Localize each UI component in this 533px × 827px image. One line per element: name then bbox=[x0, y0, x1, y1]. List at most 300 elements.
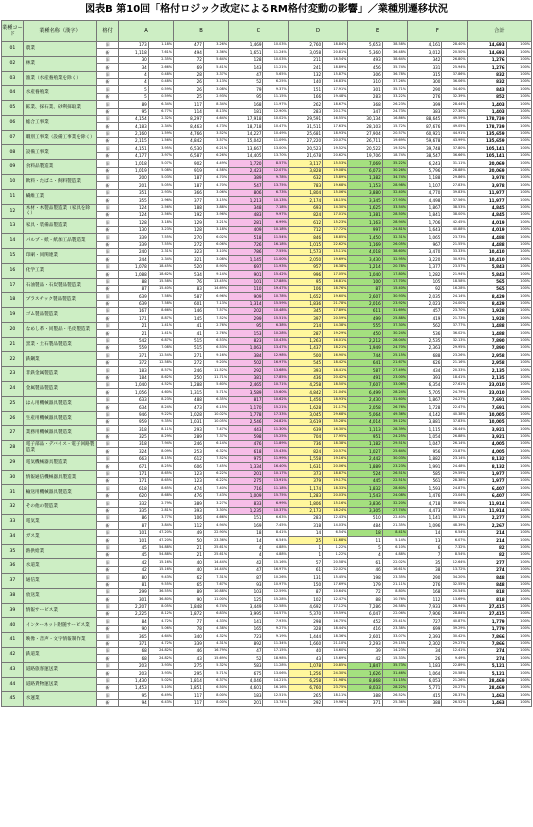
count-cell-f: 3,470 bbox=[407, 248, 441, 255]
count-cell-d: 1,256 bbox=[288, 670, 322, 677]
count-cell-c: 151 bbox=[229, 515, 263, 522]
count-cell-c: 2,546 bbox=[229, 418, 263, 425]
percent-cell-b: 6.14% bbox=[203, 441, 228, 448]
count-cell-b: 272 bbox=[174, 359, 204, 366]
total-percent-cell: 100% bbox=[506, 152, 531, 159]
percent-cell-e: 26.05% bbox=[382, 241, 407, 248]
count-cell-f: 1,064 bbox=[407, 670, 441, 677]
percent-cell-f: 20.33% bbox=[442, 367, 467, 374]
count-cell-e: 6,499 bbox=[348, 389, 382, 396]
count-cell-f: 168 bbox=[407, 588, 441, 595]
total-count-cell: 1,488 bbox=[467, 322, 506, 329]
percent-cell-f: 36.06% bbox=[442, 78, 467, 85]
industry-name: 水産養殖業 bbox=[23, 86, 96, 101]
count-cell-c: 409 bbox=[229, 226, 263, 233]
count-cell-b: 477 bbox=[174, 42, 204, 49]
total-count-cell: 274 bbox=[467, 655, 506, 662]
percent-cell-b: 2.76% bbox=[203, 330, 228, 337]
count-cell-d: 3,828 bbox=[288, 167, 322, 174]
percent-cell-f: 27.83% bbox=[442, 182, 467, 189]
count-cell-f: 434 bbox=[407, 367, 441, 374]
percent-cell-b: 9.20% bbox=[203, 359, 228, 366]
percent-cell-e: 22.51% bbox=[382, 478, 407, 485]
total-percent-cell: 100% bbox=[506, 381, 531, 388]
rating-version-label: 新 bbox=[97, 78, 119, 85]
industry-name: 設備工事業 bbox=[23, 145, 96, 160]
count-cell-c: 42 bbox=[229, 559, 263, 566]
count-cell-e: 5 bbox=[348, 544, 382, 551]
percent-cell-e: 21.11% bbox=[382, 581, 407, 588]
count-cell-f: 276 bbox=[407, 581, 441, 588]
count-cell-e: 283 bbox=[348, 93, 382, 100]
industry-code: 18 bbox=[2, 293, 24, 308]
percent-cell-e: 28.22% bbox=[382, 684, 407, 691]
count-cell-b: 106 bbox=[174, 515, 204, 522]
total-percent-cell: 100% bbox=[506, 241, 531, 248]
count-cell-b: 76 bbox=[174, 278, 204, 285]
percent-cell-f: 50.11% bbox=[442, 515, 467, 522]
total-percent-cell: 100% bbox=[506, 648, 531, 655]
count-cell-d: 1,437 bbox=[288, 345, 322, 352]
count-cell-a: 87 bbox=[118, 285, 148, 292]
count-cell-c: 786 bbox=[229, 248, 263, 255]
total-percent-cell: 100% bbox=[506, 197, 531, 204]
count-cell-f: 1,096 bbox=[407, 522, 441, 529]
count-cell-a: 244 bbox=[118, 256, 148, 263]
rating-version-label: 旧 bbox=[97, 618, 119, 625]
count-cell-f: 4,498 bbox=[407, 197, 441, 204]
count-cell-b: 520 bbox=[174, 263, 204, 270]
total-percent-cell: 100% bbox=[506, 271, 531, 278]
industry-code: 29 bbox=[2, 455, 24, 470]
percent-cell-b: 14.44% bbox=[203, 566, 228, 573]
count-cell-a: 124 bbox=[118, 204, 148, 211]
percent-cell-a: 18.45% bbox=[148, 263, 173, 270]
percent-cell-e: 20.78% bbox=[382, 263, 407, 270]
rating-version-label: 旧 bbox=[97, 352, 119, 359]
table-row bbox=[2, 544, 532, 551]
percent-cell-c: 8.41% bbox=[263, 529, 288, 536]
total-count-cell: 1,779 bbox=[467, 618, 506, 625]
percent-cell-d: 21.04% bbox=[323, 389, 348, 396]
count-cell-b: 77 bbox=[174, 618, 204, 625]
percent-cell-d: 16.54% bbox=[323, 56, 348, 63]
rating-version-label: 旧 bbox=[97, 308, 119, 315]
count-cell-f: 2,302 bbox=[407, 640, 441, 647]
industry-code: 40 bbox=[2, 618, 24, 633]
count-cell-e: 88 bbox=[348, 596, 382, 603]
count-cell-c: 547 bbox=[229, 182, 263, 189]
percent-cell-a: 8.25% bbox=[148, 463, 173, 470]
count-cell-b: 112 bbox=[174, 522, 204, 529]
percent-cell-c: 10.18% bbox=[263, 226, 288, 233]
total-percent-cell: 100% bbox=[506, 308, 531, 315]
count-cell-d: 2,760 bbox=[288, 42, 322, 49]
count-cell-e: 744 bbox=[348, 352, 382, 359]
percent-cell-a: 4.72% bbox=[148, 640, 173, 647]
percent-cell-c: 10.43% bbox=[263, 337, 288, 344]
percent-cell-a: 6.87% bbox=[148, 337, 173, 344]
percent-cell-a: 2.34% bbox=[148, 123, 173, 130]
percent-cell-e: 49.36% bbox=[382, 411, 407, 418]
total-count-cell: 3,921 bbox=[467, 426, 506, 433]
percent-cell-f: 28.44% bbox=[442, 101, 467, 108]
count-cell-e: 3,430 bbox=[348, 256, 382, 263]
count-cell-c: 901 bbox=[229, 271, 263, 278]
count-cell-b: 1,288 bbox=[174, 381, 204, 388]
count-cell-a: 1,018 bbox=[118, 160, 148, 167]
count-cell-e: 4 bbox=[348, 551, 382, 558]
percent-cell-b: 25.61% bbox=[203, 551, 228, 558]
percent-cell-f: 20.58% bbox=[442, 670, 467, 677]
percent-cell-e: 18.74% bbox=[382, 152, 407, 159]
percent-cell-a: 2.56% bbox=[148, 204, 173, 211]
percent-cell-d: 29.68% bbox=[323, 411, 348, 418]
count-cell-c: 4 bbox=[229, 551, 263, 558]
count-cell-f: 956 bbox=[407, 448, 441, 455]
count-cell-a: 45 bbox=[118, 544, 148, 551]
count-cell-d: 345 bbox=[288, 308, 322, 315]
percent-cell-e: 32.31% bbox=[382, 234, 407, 241]
percent-cell-b: 5.64% bbox=[203, 56, 228, 63]
percent-cell-b: 3.08% bbox=[203, 86, 228, 93]
percent-cell-a: 8.65% bbox=[148, 470, 173, 477]
percent-cell-f: 43.99% bbox=[442, 138, 467, 145]
percent-cell-c: 15.60% bbox=[263, 389, 288, 396]
total-count-cell: 4,845 bbox=[467, 204, 506, 211]
total-count-cell: 14,693 bbox=[467, 49, 506, 56]
rating-version-label: 新 bbox=[97, 507, 119, 514]
total-percent-cell: 100% bbox=[506, 337, 531, 344]
rating-version-label: 新 bbox=[97, 537, 119, 544]
rating-version-label: 新 bbox=[97, 256, 119, 263]
count-cell-e: 1,450 bbox=[348, 234, 382, 241]
count-cell-d: 4,842 bbox=[288, 389, 322, 396]
count-cell-b: 117 bbox=[174, 699, 204, 706]
percent-cell-a: 15.16% bbox=[148, 559, 173, 566]
rating-version-label: 新 bbox=[97, 197, 119, 204]
percent-cell-d: 19.69% bbox=[323, 256, 348, 263]
count-cell-b: 366 bbox=[174, 189, 204, 196]
percent-cell-e: 27.74% bbox=[382, 507, 407, 514]
industry-code: 30 bbox=[2, 470, 24, 485]
rating-version-label: 新 bbox=[97, 167, 119, 174]
rating-version-label: 新 bbox=[97, 389, 119, 396]
percent-cell-b: 14.69% bbox=[203, 285, 228, 292]
count-cell-e: 641 bbox=[348, 359, 382, 366]
count-cell-d: 1 bbox=[288, 551, 322, 558]
count-cell-f: 536 bbox=[407, 330, 441, 337]
count-cell-a: 332 bbox=[118, 500, 148, 507]
table-row bbox=[2, 633, 532, 640]
total-count-cell: 20,069 bbox=[467, 160, 506, 167]
percent-cell-d: 15.06% bbox=[323, 189, 348, 196]
percent-cell-e: 30.03% bbox=[382, 455, 407, 462]
count-cell-c: 384 bbox=[229, 352, 263, 359]
count-cell-d: 639 bbox=[288, 426, 322, 433]
percent-cell-f: 6.54% bbox=[442, 529, 467, 536]
count-cell-d: 397 bbox=[288, 315, 322, 322]
percent-cell-f: 32.55% bbox=[442, 581, 467, 588]
count-cell-e: 1,832 bbox=[348, 485, 382, 492]
percent-cell-f: 42.45% bbox=[442, 219, 467, 226]
count-cell-d: 3,117 bbox=[288, 160, 322, 167]
count-cell-d: 25 bbox=[288, 537, 322, 544]
percent-cell-f: 25.94% bbox=[442, 64, 467, 71]
count-cell-a: 299 bbox=[118, 588, 148, 595]
count-cell-f: 26 bbox=[407, 655, 441, 662]
count-cell-f: 2,035 bbox=[407, 293, 441, 300]
count-cell-c: 165 bbox=[229, 625, 263, 632]
count-cell-b: 494 bbox=[174, 49, 204, 56]
count-cell-c: 1,235 bbox=[229, 507, 263, 514]
percent-cell-f: 26.88% bbox=[442, 433, 467, 440]
percent-cell-c: 15.42% bbox=[263, 271, 288, 278]
table-row bbox=[2, 470, 532, 477]
count-cell-a: 1,118 bbox=[118, 49, 148, 56]
percent-cell-d: 19.96% bbox=[323, 699, 348, 706]
count-cell-e: 555 bbox=[348, 322, 382, 329]
count-cell-e: 306 bbox=[348, 71, 382, 78]
count-cell-c: 723 bbox=[229, 633, 263, 640]
total-count-cell: 818 bbox=[467, 596, 506, 603]
percent-cell-c: 15.75% bbox=[263, 492, 288, 499]
industry-code: 20 bbox=[2, 322, 24, 337]
total-percent-cell: 100% bbox=[506, 677, 531, 684]
percent-cell-b: 8.00% bbox=[203, 692, 228, 699]
percent-cell-c: 15.25% bbox=[263, 433, 288, 440]
industry-name: 道路旅客運送業 bbox=[23, 662, 96, 677]
count-cell-c: 823 bbox=[229, 337, 263, 344]
total-percent-cell: 100% bbox=[506, 145, 531, 152]
percent-cell-e: 30.24% bbox=[382, 330, 407, 337]
count-cell-c: 716 bbox=[229, 485, 263, 492]
percent-cell-a: 15.40% bbox=[148, 285, 173, 292]
percent-cell-c: 12.51% bbox=[263, 692, 288, 699]
rating-version-label: 旧 bbox=[97, 175, 119, 182]
table-row bbox=[2, 426, 532, 433]
count-cell-f: 4,770 bbox=[407, 189, 441, 196]
percent-cell-c: 6.25% bbox=[263, 78, 288, 85]
total-percent-cell: 100% bbox=[506, 529, 531, 536]
count-cell-e: 30,134 bbox=[348, 115, 382, 122]
count-cell-b: 270 bbox=[174, 234, 204, 241]
table-row bbox=[2, 263, 532, 270]
count-cell-c: 483 bbox=[229, 211, 263, 218]
count-cell-e: 6,047 bbox=[348, 611, 382, 618]
count-cell-c: 1,720 bbox=[229, 160, 263, 167]
industry-name: 総合工事業 bbox=[23, 115, 96, 130]
count-cell-a: 1,453 bbox=[118, 684, 148, 691]
count-cell-f: 383 bbox=[407, 108, 441, 115]
percent-cell-c: 16.97% bbox=[263, 359, 288, 366]
count-cell-e: 510 bbox=[348, 515, 382, 522]
percent-cell-e: 17.80% bbox=[382, 271, 407, 278]
percent-cell-b: 23.36% bbox=[203, 537, 228, 544]
count-cell-d: 102 bbox=[288, 596, 322, 603]
count-cell-a: 351 bbox=[118, 189, 148, 196]
header-code: 業種コード bbox=[2, 21, 24, 42]
percent-cell-b: 7.52% bbox=[203, 315, 228, 322]
rating-version-label: 旧 bbox=[97, 130, 119, 137]
industry-code: 14 bbox=[2, 234, 24, 249]
count-cell-d: 1,444 bbox=[288, 633, 322, 640]
percent-cell-f: 29.86% bbox=[442, 175, 467, 182]
industry-name: 鉄鋼業 bbox=[23, 352, 96, 367]
percent-cell-a: 2.35% bbox=[148, 56, 173, 63]
count-cell-b: 129 bbox=[174, 219, 204, 226]
industry-name: 金属製品製造業 bbox=[23, 381, 96, 396]
count-cell-e: 2,016 bbox=[348, 300, 382, 307]
total-percent-cell: 100% bbox=[506, 699, 531, 706]
count-cell-b: 271 bbox=[174, 352, 204, 359]
percent-cell-d: 14.30% bbox=[323, 204, 348, 211]
count-cell-c: 381 bbox=[229, 374, 263, 381]
count-cell-d: 1,836 bbox=[288, 300, 322, 307]
percent-cell-b: 5.32% bbox=[203, 662, 228, 669]
count-cell-f: 3,220 bbox=[407, 256, 441, 263]
count-cell-f: 4,718 bbox=[407, 500, 441, 507]
percent-cell-e: 25.88% bbox=[382, 315, 407, 322]
count-cell-f: 1,476 bbox=[407, 492, 441, 499]
count-cell-e: 524 bbox=[348, 470, 382, 477]
count-cell-d: 1,174 bbox=[288, 485, 322, 492]
industry-name: 電気業 bbox=[23, 515, 96, 530]
count-cell-b: 339 bbox=[174, 640, 204, 647]
percent-cell-c: 17.33% bbox=[263, 411, 288, 418]
percent-cell-c: 16.97% bbox=[263, 566, 288, 573]
percent-cell-c: 11.97% bbox=[263, 101, 288, 108]
percent-cell-e: 8.41% bbox=[382, 529, 407, 536]
percent-cell-d: 16.38% bbox=[323, 263, 348, 270]
count-cell-d: 87 bbox=[288, 588, 322, 595]
count-cell-d: 1,573 bbox=[288, 248, 322, 255]
total-percent-cell: 100% bbox=[506, 603, 531, 610]
count-cell-a: 618 bbox=[118, 485, 148, 492]
total-percent-cell: 100% bbox=[506, 322, 531, 329]
count-cell-a: 371 bbox=[118, 352, 148, 359]
percent-cell-c: 7.45% bbox=[263, 522, 288, 529]
total-percent-cell: 100% bbox=[506, 544, 531, 551]
count-cell-c: 14 bbox=[229, 537, 263, 544]
count-cell-c: 183 bbox=[229, 692, 263, 699]
percent-cell-e: 19.69% bbox=[382, 138, 407, 145]
percent-cell-c: 6.54% bbox=[263, 537, 288, 544]
percent-cell-e: 38.60% bbox=[382, 248, 407, 255]
total-percent-cell: 100% bbox=[506, 426, 531, 433]
percent-cell-b: 8.34% bbox=[203, 101, 228, 108]
percent-cell-c: 15.51% bbox=[263, 315, 288, 322]
count-cell-e: 26,711 bbox=[348, 138, 382, 145]
count-cell-c: 975 bbox=[229, 455, 263, 462]
total-percent-cell: 100% bbox=[506, 285, 531, 292]
percent-cell-c: 15.21% bbox=[263, 404, 288, 411]
percent-cell-b: 5.60% bbox=[203, 381, 228, 388]
count-cell-b: 253 bbox=[174, 448, 204, 455]
page-title: 図表B 第10回「格付ロジック改定によるRM格付変動の影響」／業種別遷移状況 bbox=[85, 4, 448, 15]
percent-cell-e: 37.26% bbox=[382, 78, 407, 85]
count-cell-a: 95 bbox=[118, 108, 148, 115]
percent-cell-f: 18.58% bbox=[442, 278, 467, 285]
table-row bbox=[2, 204, 532, 211]
rating-version-label: 旧 bbox=[97, 529, 119, 536]
percent-cell-d: 16.81% bbox=[323, 278, 348, 285]
percent-cell-d: 15.45% bbox=[323, 574, 348, 581]
rating-version-label: 旧 bbox=[97, 381, 119, 388]
count-cell-c: 141 bbox=[229, 618, 263, 625]
total-percent-cell: 100% bbox=[506, 441, 531, 448]
total-count-cell: 2,135 bbox=[467, 374, 506, 381]
count-cell-b: 250 bbox=[174, 374, 204, 381]
percent-cell-b: 6.06% bbox=[203, 241, 228, 248]
percent-cell-d: 20.59% bbox=[323, 315, 348, 322]
count-cell-c: 1,469 bbox=[229, 42, 263, 49]
total-count-cell: 274 bbox=[467, 566, 506, 573]
percent-cell-d: 20.03% bbox=[323, 492, 348, 499]
count-cell-e: 87 bbox=[348, 285, 382, 292]
table-row bbox=[2, 352, 532, 359]
total-count-cell: 5,121 bbox=[467, 662, 506, 669]
count-cell-b: 515 bbox=[174, 345, 204, 352]
percent-cell-a: 6.34% bbox=[148, 101, 173, 108]
count-cell-a: 324 bbox=[118, 448, 148, 455]
total-count-cell: 565 bbox=[467, 285, 506, 292]
count-cell-d: 211 bbox=[288, 56, 322, 63]
percent-cell-f: 28.88% bbox=[442, 167, 467, 174]
total-percent-cell: 100% bbox=[506, 138, 531, 145]
count-cell-c: 202 bbox=[229, 308, 263, 315]
percent-cell-a: 6.49% bbox=[148, 692, 173, 699]
percent-cell-e: 15.33% bbox=[382, 655, 407, 662]
table-row bbox=[2, 101, 532, 108]
count-cell-d: 2,174 bbox=[288, 197, 322, 204]
count-cell-f: 14 bbox=[407, 529, 441, 536]
total-count-cell: 20,069 bbox=[467, 167, 506, 174]
table-row bbox=[2, 381, 532, 388]
percent-cell-a: 9.43% bbox=[148, 574, 173, 581]
percent-cell-d: 18.93% bbox=[323, 396, 348, 403]
percent-cell-b: 6.22% bbox=[203, 478, 228, 485]
total-count-cell: 1,403 bbox=[467, 108, 506, 115]
count-cell-a: 203 bbox=[118, 670, 148, 677]
count-cell-f: 6,354 bbox=[407, 381, 441, 388]
rating-version-label: 旧 bbox=[97, 160, 119, 167]
percent-cell-f: 37.83% bbox=[442, 418, 467, 425]
total-count-cell: 214 bbox=[467, 529, 506, 536]
count-cell-c: 52 bbox=[229, 78, 263, 85]
percent-cell-d: 10.64% bbox=[323, 588, 348, 595]
count-cell-c: 4,046 bbox=[229, 677, 263, 684]
count-cell-e: 347 bbox=[348, 108, 382, 115]
count-cell-d: 1,078 bbox=[288, 662, 322, 669]
industry-name: プラスチック製品製造業 bbox=[23, 293, 96, 308]
count-cell-d: 140 bbox=[288, 78, 322, 85]
count-cell-a: 663 bbox=[118, 455, 148, 462]
total-count-cell: 4,005 bbox=[467, 448, 506, 455]
industry-name: 印刷・同関連業 bbox=[23, 248, 96, 263]
count-cell-c: 17,918 bbox=[229, 115, 263, 122]
count-cell-d: 262 bbox=[288, 101, 322, 108]
rating-version-label: 旧 bbox=[97, 204, 119, 211]
count-cell-b: 26 bbox=[174, 86, 204, 93]
count-cell-a: 4,177 bbox=[118, 152, 148, 159]
percent-cell-a: 6.43% bbox=[148, 699, 173, 706]
count-cell-a: 201 bbox=[118, 182, 148, 189]
rating-version-label: 新 bbox=[97, 374, 119, 381]
total-count-cell: 818 bbox=[467, 588, 506, 595]
count-cell-e: 61 bbox=[348, 559, 382, 566]
total-percent-cell: 100% bbox=[506, 611, 531, 618]
